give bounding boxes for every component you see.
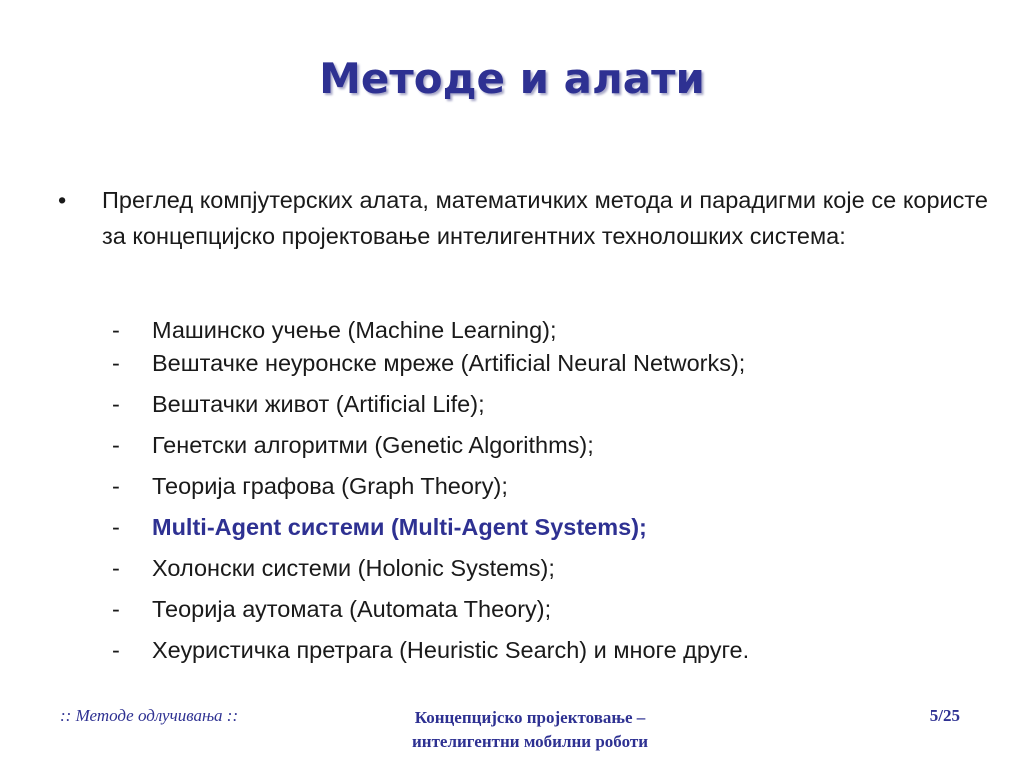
footer-topic-line1: Концепцијско пројектовање – (414, 708, 646, 727)
list-item (112, 632, 992, 673)
footer-topic (330, 706, 730, 754)
dash-marker: - (112, 350, 120, 376)
list-item (112, 591, 992, 632)
dash-marker: - (112, 432, 120, 458)
list-item-text: Теорија графова (Graph Theory); (152, 473, 508, 499)
dash-marker: - (112, 555, 120, 581)
list-item-highlighted (112, 509, 992, 550)
list-item-text: Машинско учење (Machine Learning); (152, 317, 557, 343)
list-item-text: Холонски системи (Holonic Systems); (152, 555, 555, 581)
list-item-text: Генетски алгоритми (Genetic Algorithms); (152, 432, 594, 458)
list-item (112, 345, 992, 386)
dash-marker: - (112, 596, 120, 622)
list-item-text: Multi-Agent системи (Multi-Agent Systems); (152, 514, 647, 540)
page-number: 5/25 (929, 706, 960, 725)
footer-course-name: :: Методе одлучивања :: (60, 706, 239, 725)
list-item-text: Хеуристичка претрага (Heuristic Search) и многе друге. (152, 637, 750, 663)
list-item (112, 386, 992, 427)
methods-list (112, 312, 992, 673)
dash-marker: - (112, 514, 120, 540)
footer-topic-line2: интелигентни мобилни роботи (411, 732, 649, 751)
list-item (112, 312, 992, 345)
intro-bullet (58, 182, 988, 254)
dash-marker: - (112, 473, 120, 499)
list-item (112, 468, 992, 509)
dash-marker: - (112, 391, 120, 417)
list-item (112, 427, 992, 468)
intro-text: Преглед компјутерских алата, математичких метода и парадигми које се користе за концепцијско пројектовање интелигентних технолошких система: (102, 187, 988, 249)
slide-title: Методе и алати (319, 54, 705, 103)
list-item (112, 550, 992, 591)
dash-marker: - (112, 637, 120, 663)
bullet-icon: • (58, 187, 67, 213)
list-item-text: Вештачки живот (Artificial Life); (152, 391, 485, 417)
list-item-text: Теорија аутомата (Automata Theory); (152, 596, 552, 622)
list-item-text: Вештачке неуронске мреже (Artificial Neural Networks); (152, 350, 746, 376)
dash-marker: - (112, 317, 120, 343)
